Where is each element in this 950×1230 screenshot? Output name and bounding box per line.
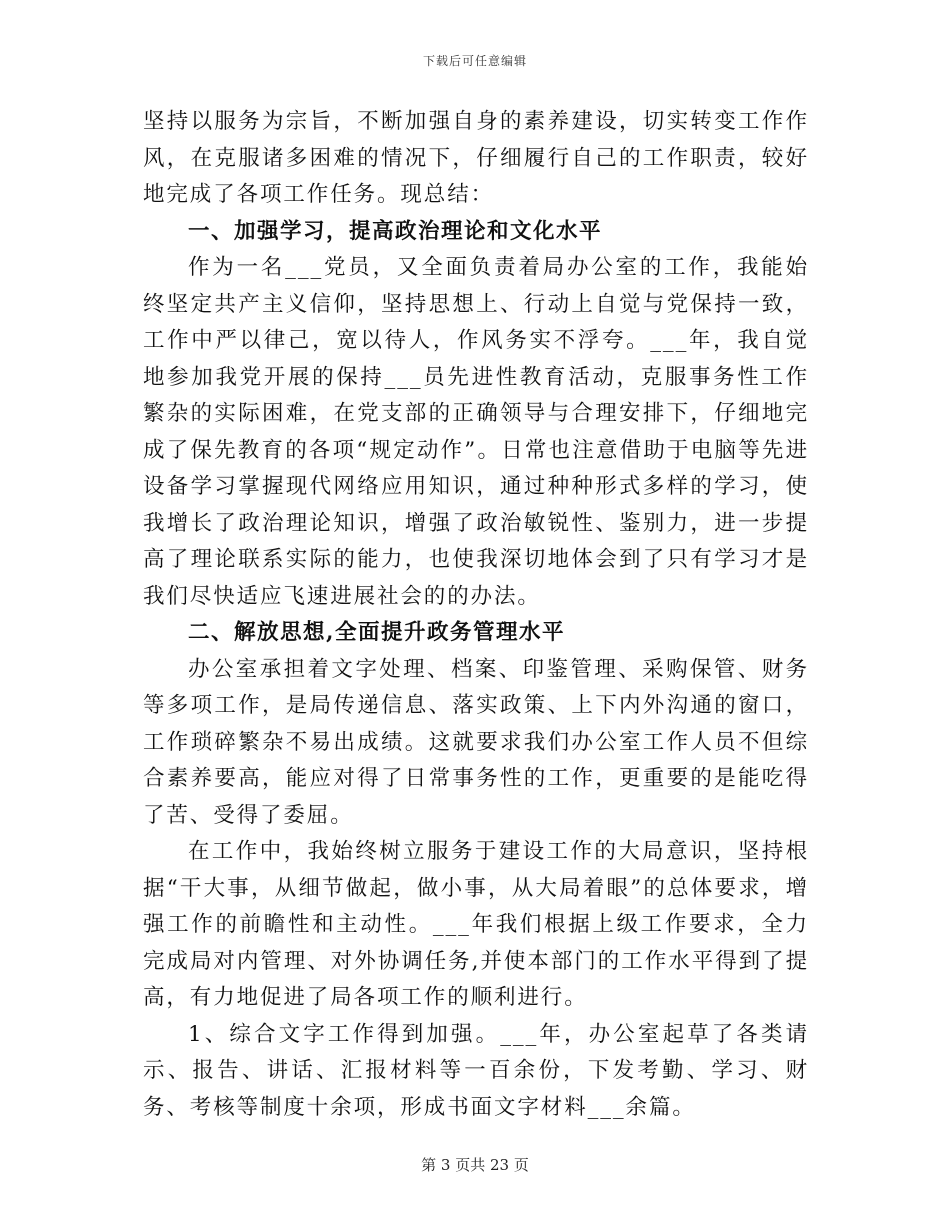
section-2-paragraph-1: 办公室承担着文字处理、档案、印鉴管理、采购保管、财务等多项工作，是局传递信息、落实政策、上下内外沟通的窗口，工作琐碎繁杂不易出成绩。这就要求我们办公室工作人员不但综合素养要高，能应对得了日常事务性的工作，更重要的是能吃得了苦、受得了委屈。 (143, 656, 809, 828)
item-1-paragraph: 1、综合文字工作得到加强。___年，办公室起草了各类请示、报告、讲话、汇报材料等一百余份，下发考勤、学习、财务、考核等制度十余项，形成书面文字材料___余篇。 (143, 1021, 809, 1120)
section-1-paragraph: 作为一名___党员，又全面负责着局办公室的工作，我能始终坚定共产主义信仰，坚持思想上、行动上自觉与党保持一致，工作中严以律己，宽以待人，作风务实不浮夸。___年，我自觉地参加我党开展的保持___员先进性教育活动，克服事务性工作繁杂的实际困难，在党支部的正确领导与合理安排下，仔细地完成了保先教育的各项“规定动作”。日常也注意借助于电脑等先进设备学习掌握现代网络应用知识，通过种种形式多样的学习，使我增长了政治理论知识，增强了政治敏锐性、鉴别力，进一步提高了理论联系实际的能力，也使我深切地体会到了只有学习才是我们尽快适应飞速进展社会的的办法。 (143, 255, 809, 609)
intro-paragraph: 坚持以服务为宗旨，不断加强自身的素养建设，切实转变工作作风，在克服诸多困难的情况下，仔细履行自己的工作职责，较好地完成了各项工作任务。现总结： (143, 109, 809, 207)
document-body (143, 104, 809, 1126)
section-2-paragraph-2: 在工作中，我始终树立服务于建设工作的大局意识，坚持根据“干大事，从细节做起，做小事，从大局着眼”的总体要求，增强工作的前瞻性和主动性。___年我们根据上级工作要求，全力完成局对内管理、对外协调任务,并使本部门的工作水平得到了提高，有力地促进了局各项工作的顺利进行。 (143, 839, 809, 1010)
section-heading-1: 一、加强学习，提高政治理论和文化水平 (188, 218, 603, 244)
section-heading-2: 二、解放思想,全面提升政务管理水平 (188, 620, 565, 645)
page-header: 下载后可任意编辑 (422, 54, 527, 68)
page-number: 第 3 页共 23 页 (421, 1156, 529, 1174)
